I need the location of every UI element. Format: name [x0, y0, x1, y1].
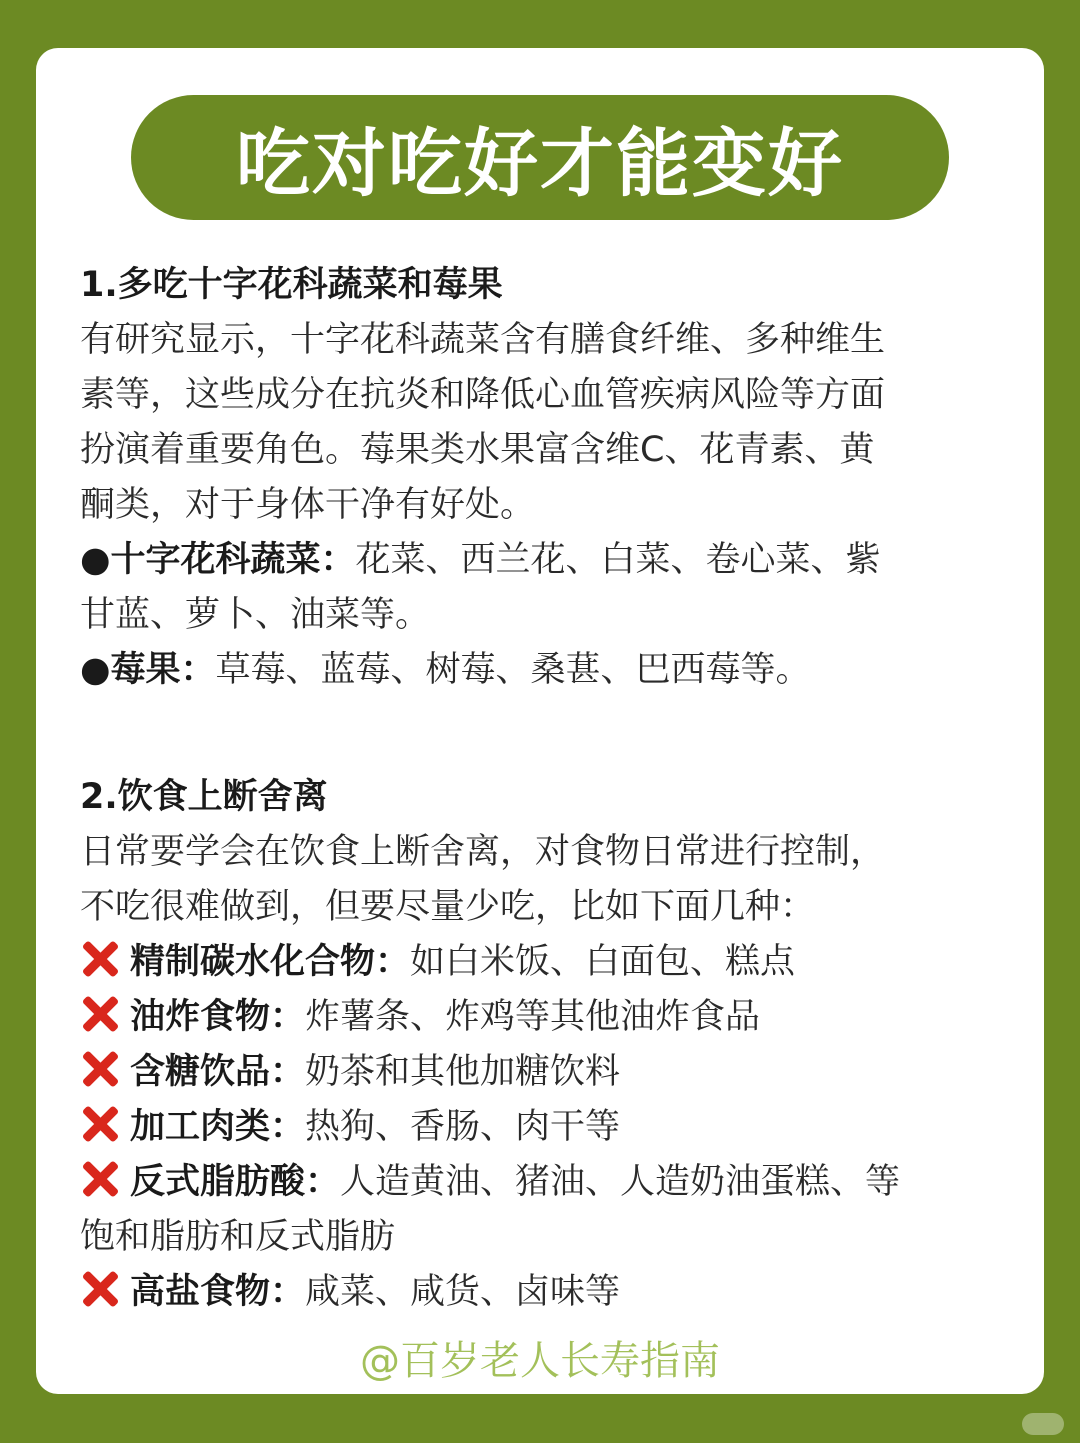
bullet-berries — [80, 643, 1010, 698]
item-label: 含糖饮品： — [130, 1052, 306, 1092]
item-text: 奶茶和其他加糖饮料 — [305, 1052, 621, 1092]
bullet-berries-text: 草莓、蓝莓、树莓、桑葚、巴西莓等。 — [215, 650, 811, 690]
cross-mark-icon — [80, 1269, 120, 1309]
page-title: 吃对吃好才能变好 — [236, 120, 844, 207]
item-label: 反式脂肪酸： — [130, 1162, 341, 1202]
cross-mark-icon — [80, 1159, 120, 1199]
bullet-cruciferous — [80, 533, 1010, 588]
section-spacer — [80, 698, 1010, 770]
author-handle: @百岁老人长寿指南 — [360, 1338, 720, 1384]
list-item — [80, 1100, 1010, 1155]
item-label: 精制碳水化合物： — [130, 942, 411, 982]
item-text: 人造黄油、猪油、人造奶油蛋糕、等 — [340, 1162, 901, 1202]
cross-mark-icon — [80, 939, 120, 979]
article-body — [80, 258, 1010, 1320]
list-item — [80, 1155, 1010, 1210]
content-card — [36, 48, 1044, 1394]
item-label: 加工肉类： — [130, 1107, 306, 1147]
cross-mark-icon — [80, 1104, 120, 1144]
item-label: 油炸食物： — [130, 997, 306, 1037]
section1-line-1: 有研究显示，十字花科蔬菜含有膳食纤维、多种维生 — [80, 320, 886, 360]
item-text: 咸菜、咸货、卤味等 — [305, 1272, 621, 1312]
cross-mark-icon — [80, 994, 120, 1034]
section2-line-1: 日常要学会在饮食上断舍离，对食物日常进行控制， — [80, 832, 886, 872]
section1-line-4: 酮类，对于身体干净有好处。 — [80, 485, 536, 525]
section2-line-2: 不吃很难做到，但要尽量少吃，比如下面几种： — [80, 887, 816, 927]
list-item — [80, 1045, 1010, 1100]
section2-heading: 2.饮食上断舍离 — [80, 777, 328, 817]
bullet-cruciferous-continued: 甘蓝、萝卜、油菜等。 — [80, 595, 431, 635]
cross-mark-icon — [80, 1049, 120, 1089]
item-text: 如白米饭、白面包、糕点 — [410, 942, 796, 982]
section1-line-3: 扮演着重要角色。莓果类水果富含维C、花青素、黄 — [80, 430, 875, 470]
bullet-cruciferous-text: 花菜、西兰花、白菜、卷心菜、紫 — [355, 540, 881, 580]
section1-heading: 1.多吃十字花科蔬菜和莓果 — [80, 265, 503, 305]
bullet-berries-label: ●莓果： — [80, 650, 216, 690]
section1-line-2: 素等，这些成分在抗炎和降低心血管疾病风险等方面 — [80, 375, 886, 415]
watermark-logo — [1022, 1413, 1064, 1435]
item-text: 热狗、香肠、肉干等 — [305, 1107, 621, 1147]
bullet-cruciferous-label: ●十字花科蔬菜： — [80, 540, 356, 580]
list-item-continued: 饱和脂肪和反式脂肪 — [80, 1217, 396, 1257]
list-item — [80, 990, 1010, 1045]
item-text: 炸薯条、炸鸡等其他油炸食品 — [305, 997, 761, 1037]
list-item — [80, 1265, 1010, 1320]
item-label: 高盐食物： — [130, 1272, 306, 1312]
title-banner — [131, 95, 949, 220]
list-item — [80, 935, 1010, 990]
